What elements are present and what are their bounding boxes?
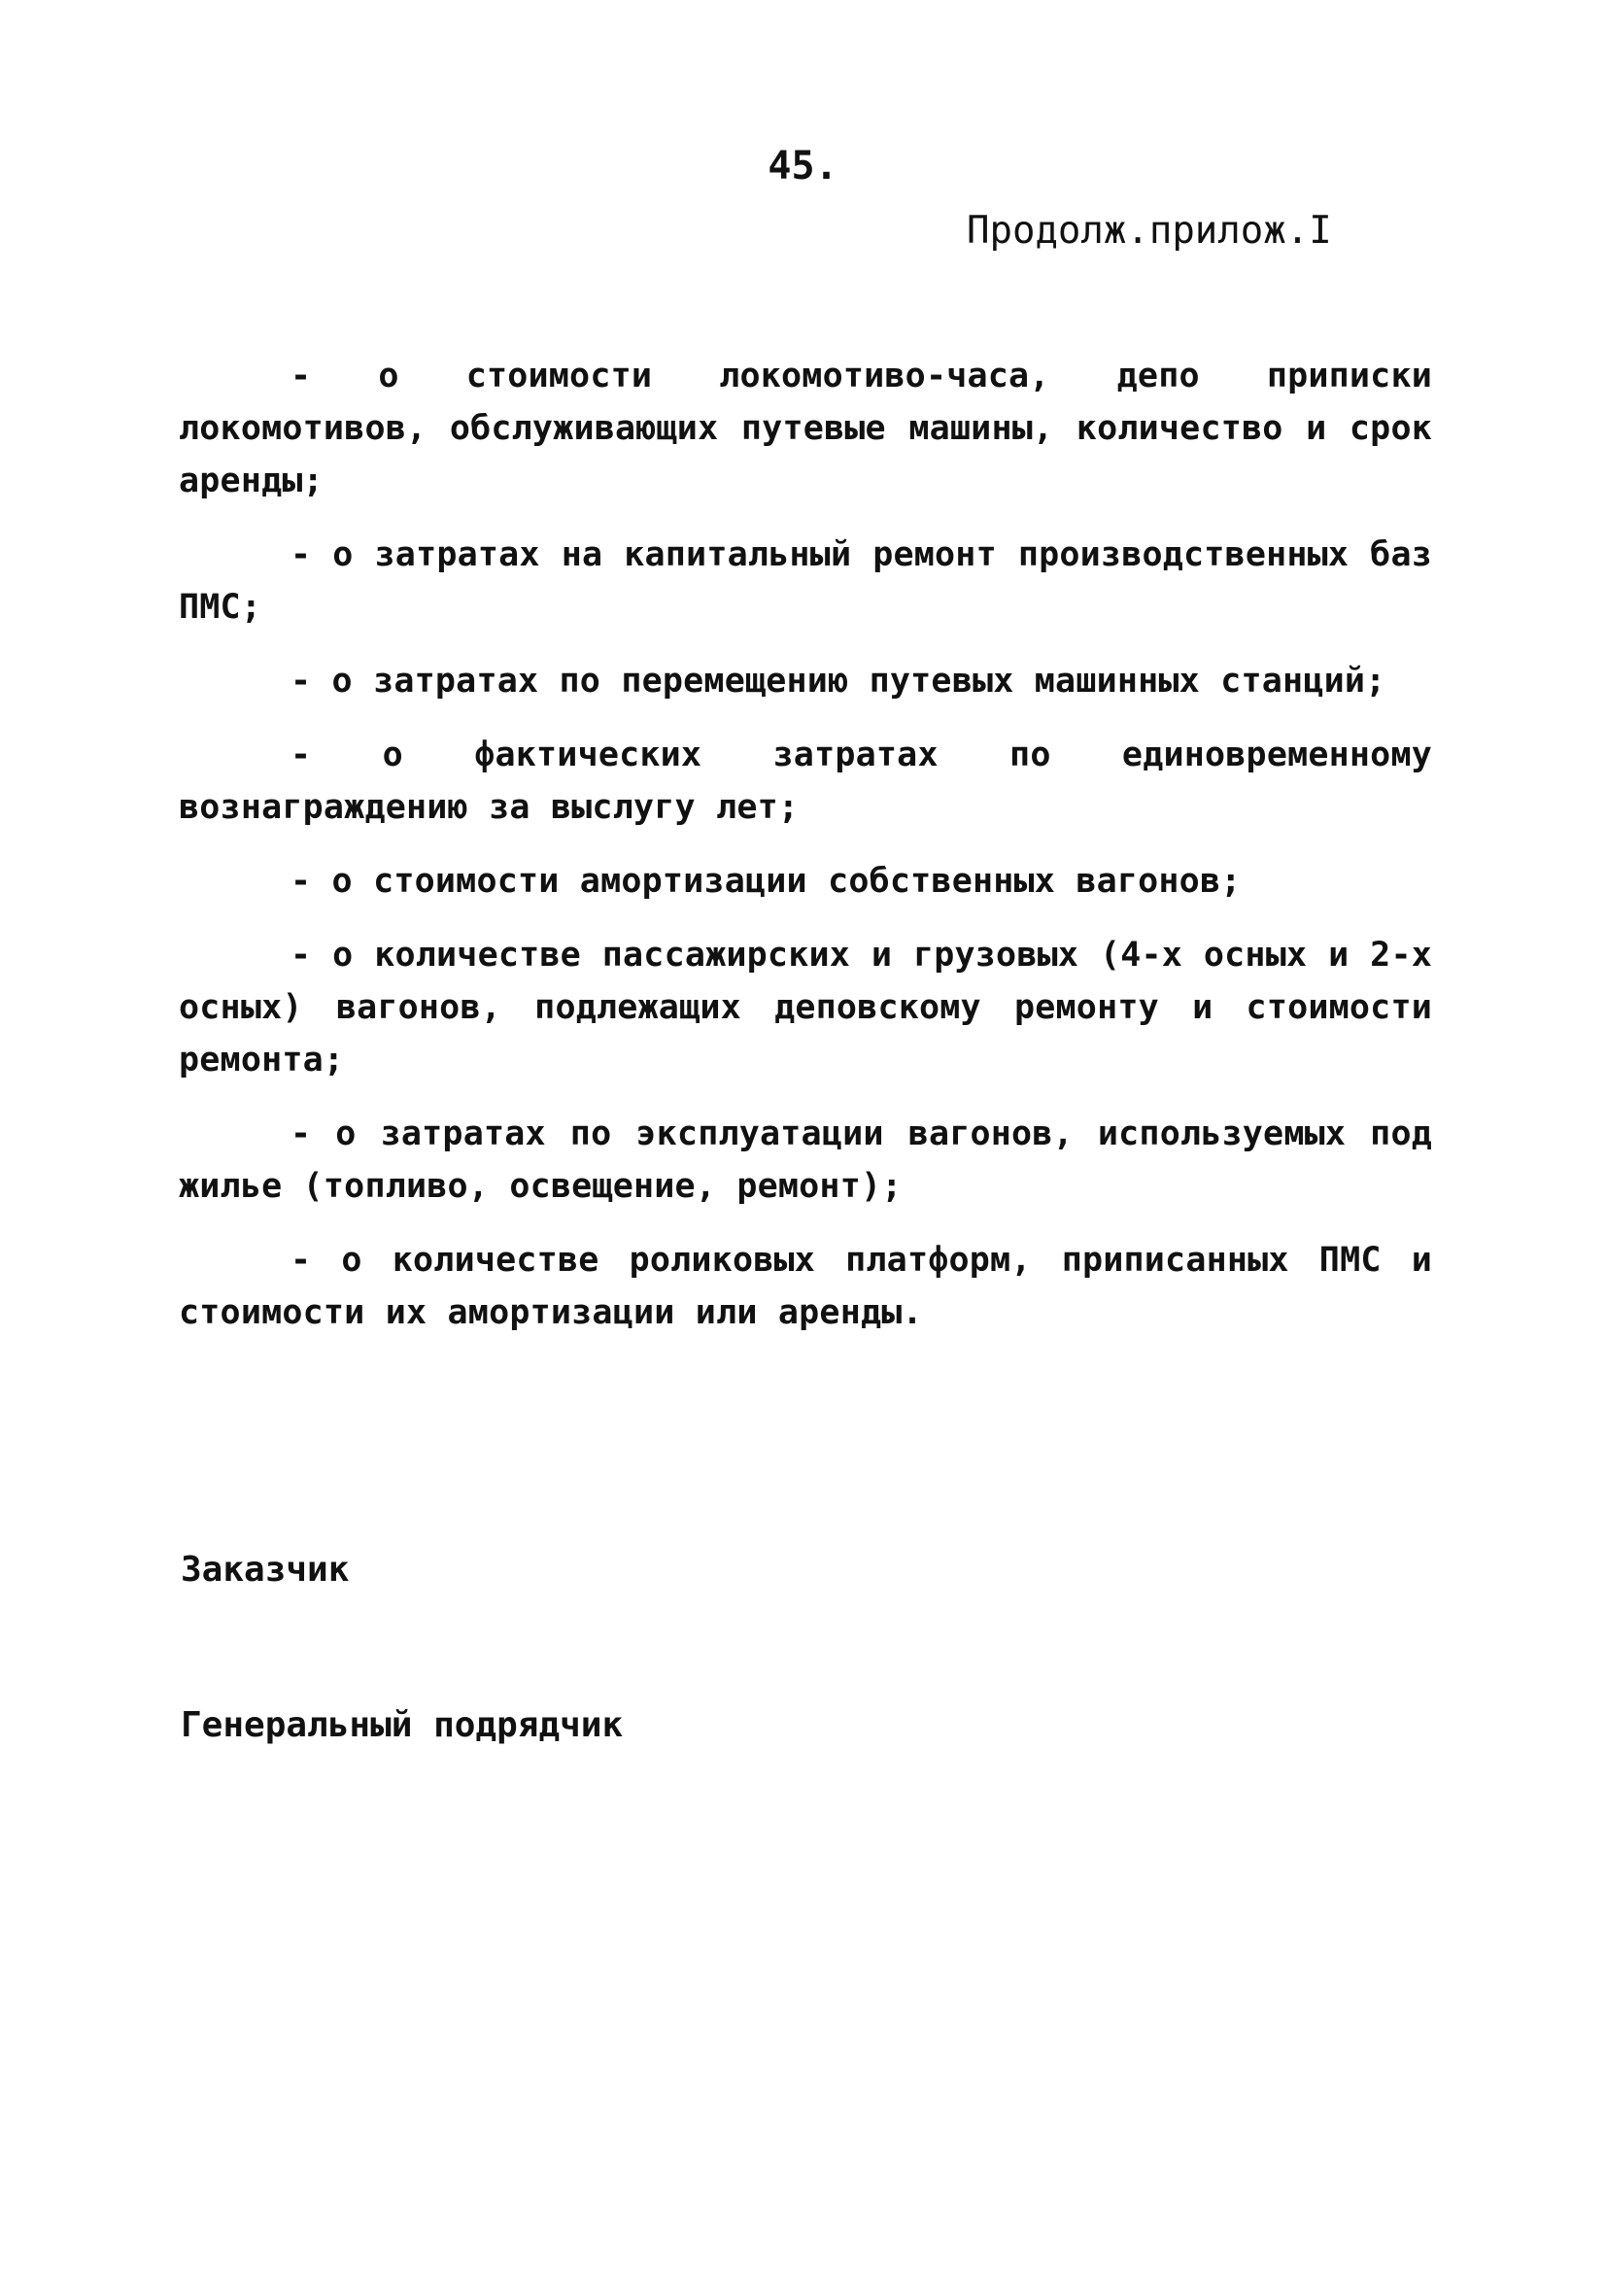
page-number: 45. (768, 144, 838, 188)
list-item: - о стоимости локомотиво-часа, депо приписки локомотивов, обслуживающих путевые машины, количество и срок аренды; (179, 357, 1432, 500)
list-item: - о стоимости амортизации собственных вагонов; (290, 862, 1242, 901)
list-item: - о затратах на капитальный ремонт производственных баз ПМС; (179, 535, 1432, 627)
continuation-label: Продолж.прилож.I (967, 209, 1332, 253)
list-item: - о затратах по эксплуатации вагонов, используемых под жилье (топливо, освещение, ремонт); (179, 1114, 1432, 1206)
list-item: - о количестве роликовых платформ, приписанных ПМС и стоимости их амортизации или аренды. (179, 1241, 1432, 1332)
list-item: - о затратах по перемещению путевых машинных станций; (290, 662, 1386, 701)
list-item: - о фактических затратах по единовременному вознаграждению за выслугу лет; (179, 736, 1432, 827)
requirements-list (179, 350, 1432, 1360)
customer-signature-label: Заказчик (181, 1550, 350, 1590)
list-item: - о количестве пассажирских и грузовых (4-х осных и 2-х осных) вагонов, подлежащих деповскому ремонту и стоимости ремонта; (179, 936, 1432, 1079)
contractor-signature-label: Генеральный подрядчик (181, 1705, 624, 1745)
